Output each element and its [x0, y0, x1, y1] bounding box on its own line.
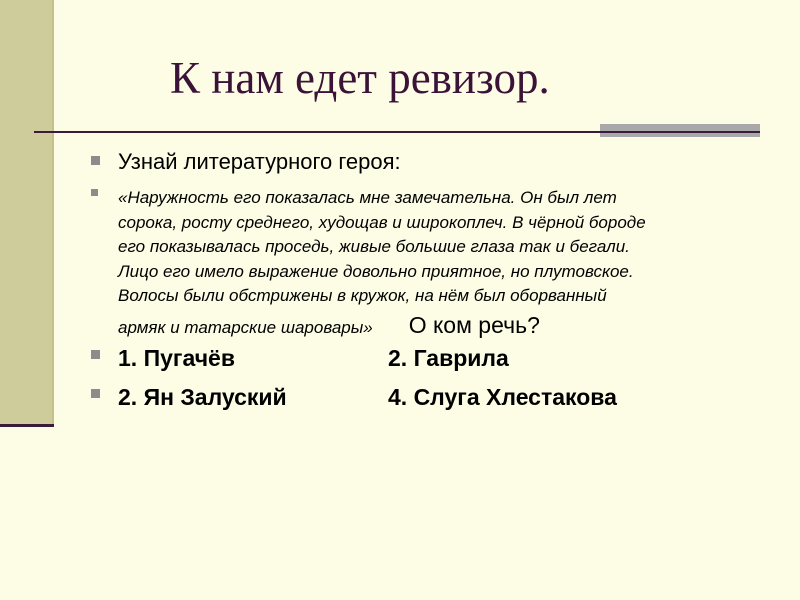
- quote-line: Лицо его имело выражение довольно приятное, но плутовское.: [118, 261, 634, 281]
- question-text: О ком речь?: [408, 311, 540, 338]
- answer-option: 4. Слуга Хлестакова: [388, 384, 617, 410]
- bullet-square-icon: [91, 389, 100, 398]
- answer-option: 2. Ян Залуский: [118, 384, 287, 410]
- title-divider-accent-line: [600, 131, 760, 133]
- slide-title: К нам едет ревизор.: [170, 53, 550, 103]
- answer-option: 1. Пугачёв: [118, 345, 235, 371]
- quote-last-line: [118, 313, 758, 341]
- bullet-square-icon: [91, 350, 100, 359]
- prompt-text: Узнай литературного героя:: [118, 149, 401, 174]
- left-decorative-bar: [0, 0, 54, 426]
- left-bar-underline: [0, 424, 54, 427]
- quote-line: Волосы были обстрижены в кружок, на нём был оборванный: [118, 286, 607, 305]
- quote-line: «Наружность его показалась мне замечательна. Он был лет: [118, 188, 617, 207]
- answer-option: 2. Гаврила: [388, 345, 509, 371]
- answer-row: [118, 384, 617, 411]
- quote-line: сорока, росту среднего, худощав и широкоплеч. В чёрной бороде: [118, 212, 646, 232]
- bullet-square-icon: [91, 189, 98, 196]
- answer-row: [118, 345, 509, 372]
- quote-line: армяк и татарские шаровары»: [118, 317, 373, 337]
- hero-quote: [118, 186, 758, 340]
- quote-line: его показывалась проседь, живые большие глаза так и бегали.: [118, 237, 630, 256]
- bullet-square-icon: [91, 156, 100, 165]
